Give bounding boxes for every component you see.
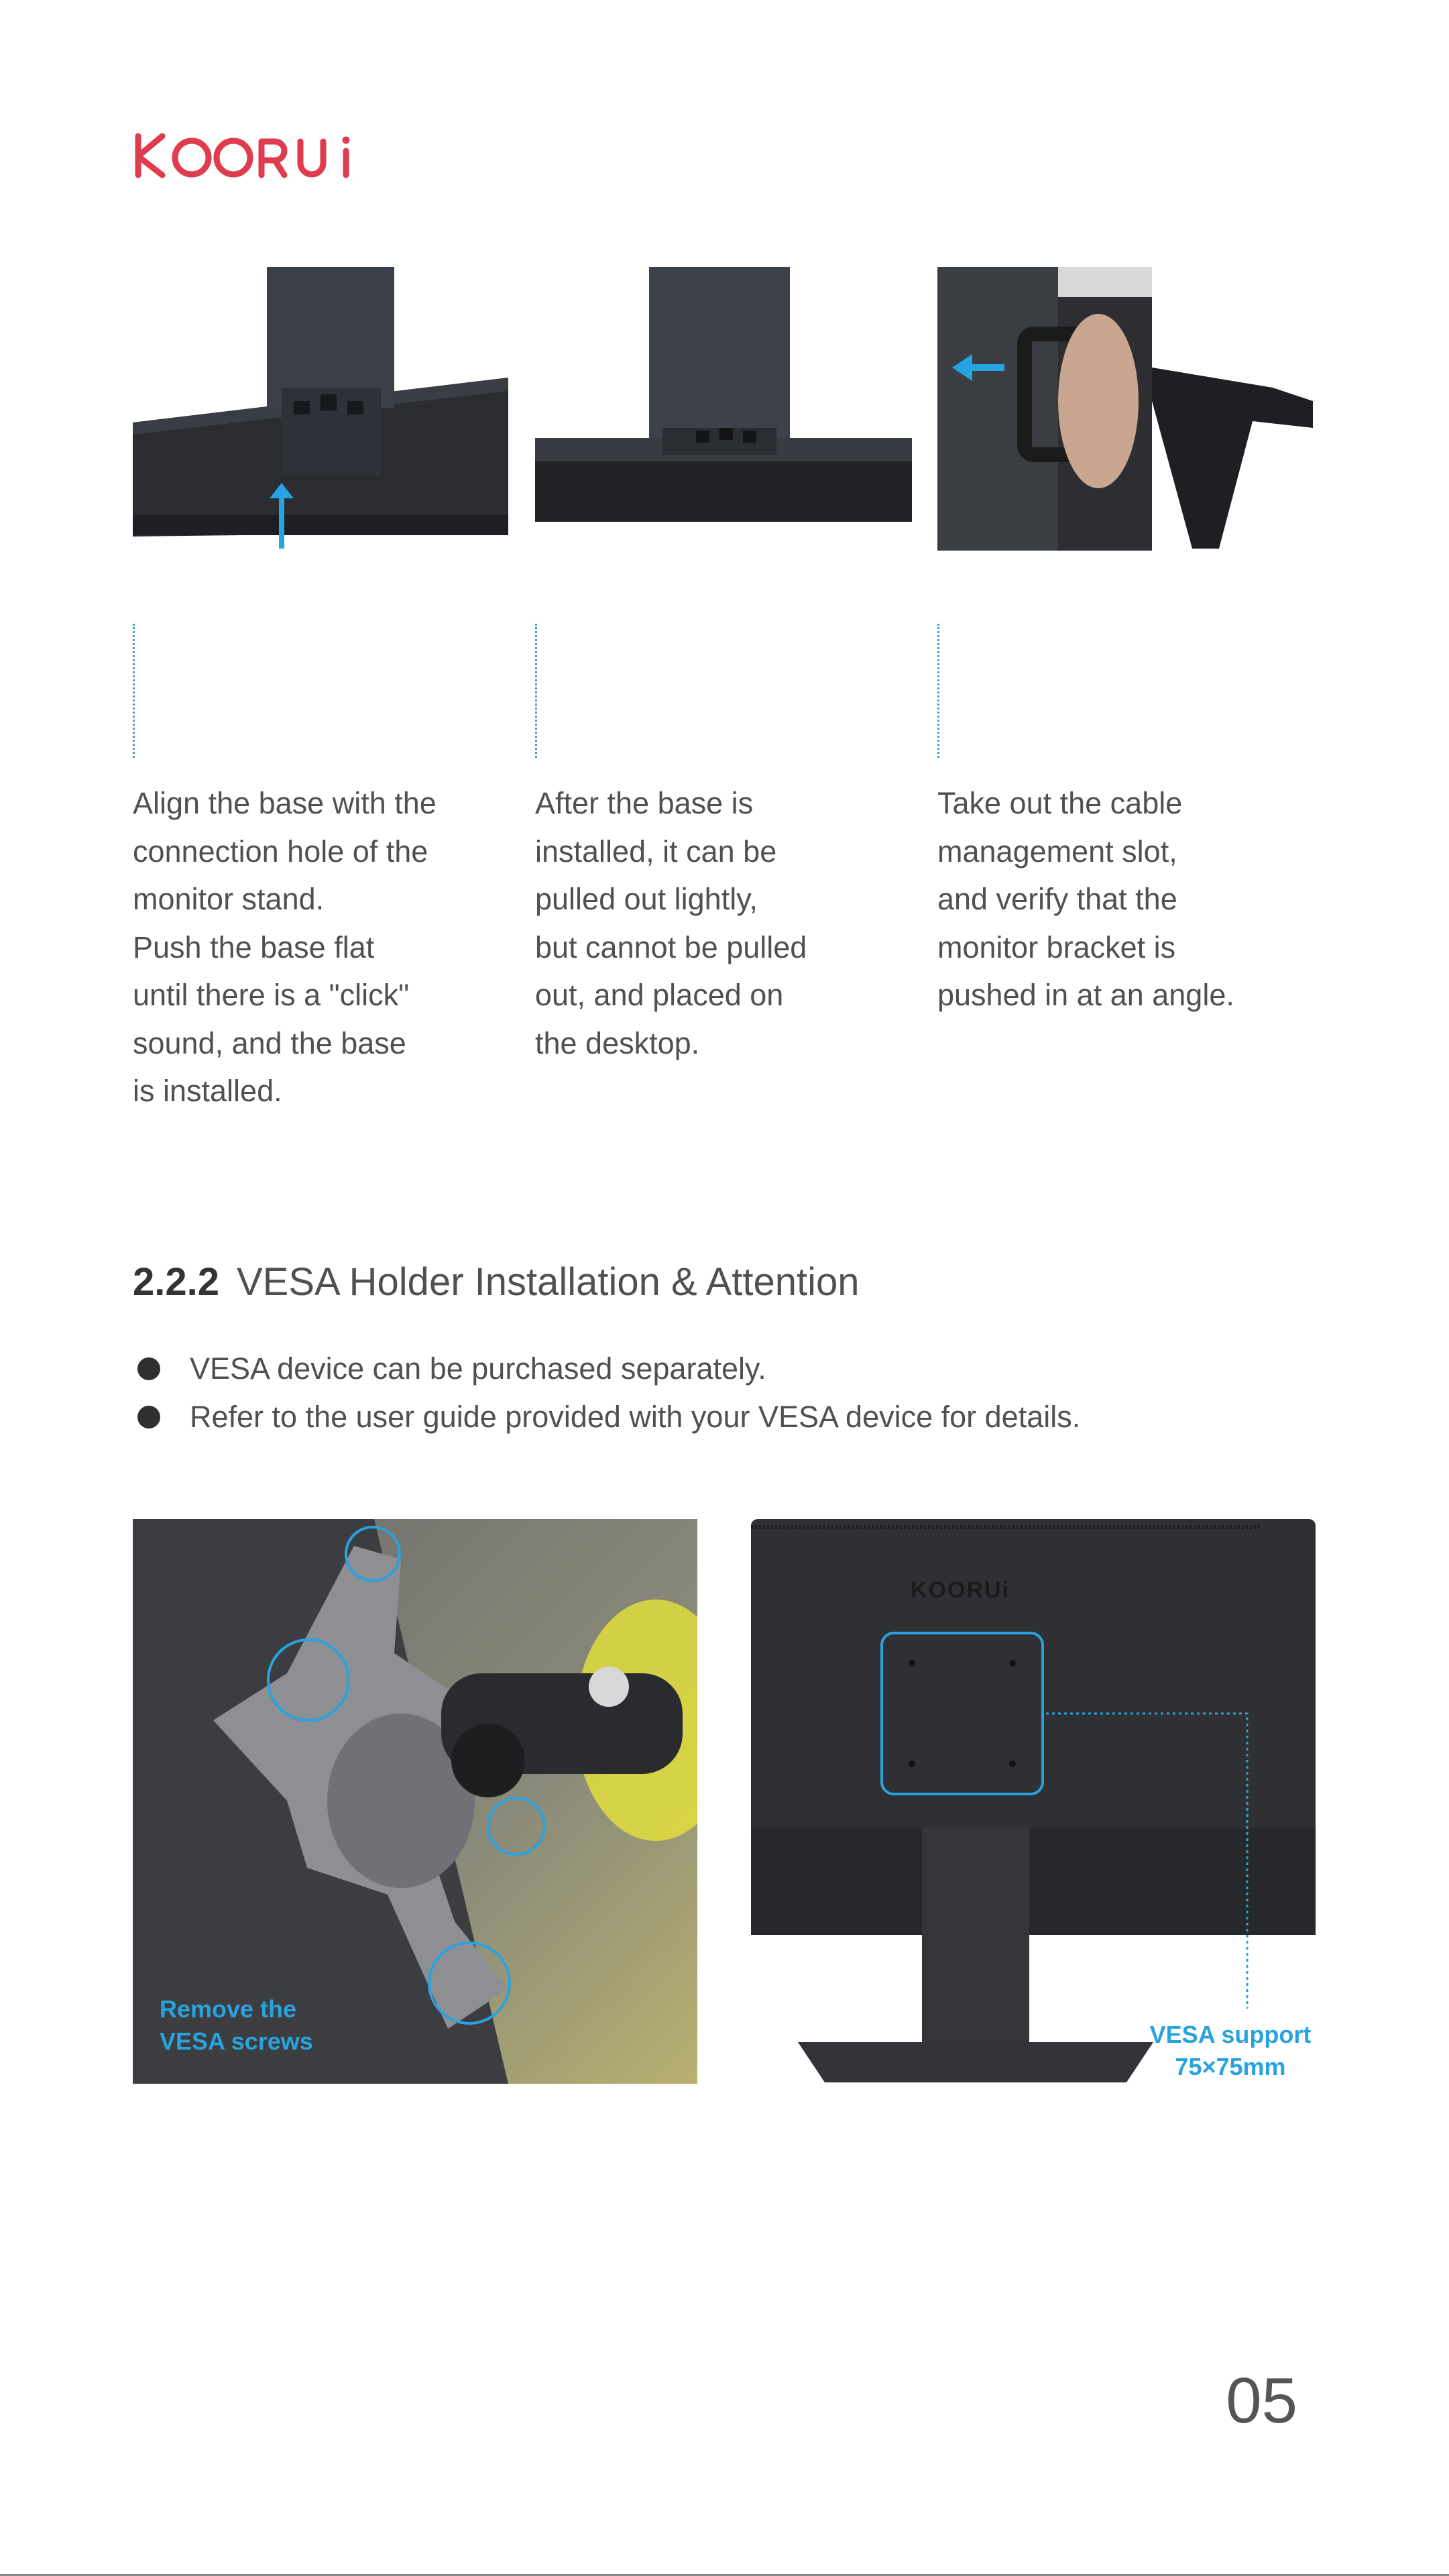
section-title: VESA Holder Installation & Attention (237, 1260, 860, 1304)
bullet-item (137, 1400, 1080, 1435)
connector-line-3 (937, 624, 939, 758)
vesa-support-caption (1147, 2019, 1314, 2083)
section-heading (133, 1259, 860, 1304)
base-installed-photo (535, 267, 912, 537)
base-alignment-photo (133, 267, 508, 551)
cable-management-photo (937, 267, 1314, 551)
bullet-icon (137, 1406, 160, 1429)
bullet-text: Refer to the user guide provided with your VESA device for details. (190, 1400, 1081, 1434)
bullet-icon (137, 1357, 160, 1380)
vesa-support-line2: 75×75mm (1175, 2053, 1286, 2080)
step-1-text: Align the base with the connection hole of the monitor stand. Push the base flat until there is a "click" sound, and the base is installed. (133, 786, 437, 1108)
brand-logo (133, 131, 374, 181)
step-3-text: Take out the cable management slot, and verify that the monitor bracket is pushed in at an angle. (937, 786, 1234, 1012)
page-number: 05 (1226, 2365, 1297, 2437)
bullet-item (137, 1351, 766, 1386)
rear-logo: KOORUi (911, 1577, 1010, 1603)
vesa-support-line1: VESA support (1149, 2021, 1312, 2048)
connector-line-2 (535, 624, 537, 758)
section-number: 2.2.2 (133, 1260, 219, 1304)
step-2-text: After the base is installed, it can be pulled out lightly, but cannot be pulled out, and placed on the desktop. (535, 786, 807, 1060)
monitor-rear-photo (751, 1519, 1316, 2089)
remove-screws-caption: Remove the VESA screws (160, 1995, 313, 2055)
connector-line-1 (133, 624, 135, 758)
bullet-text: VESA device can be purchased separately. (190, 1351, 766, 1386)
